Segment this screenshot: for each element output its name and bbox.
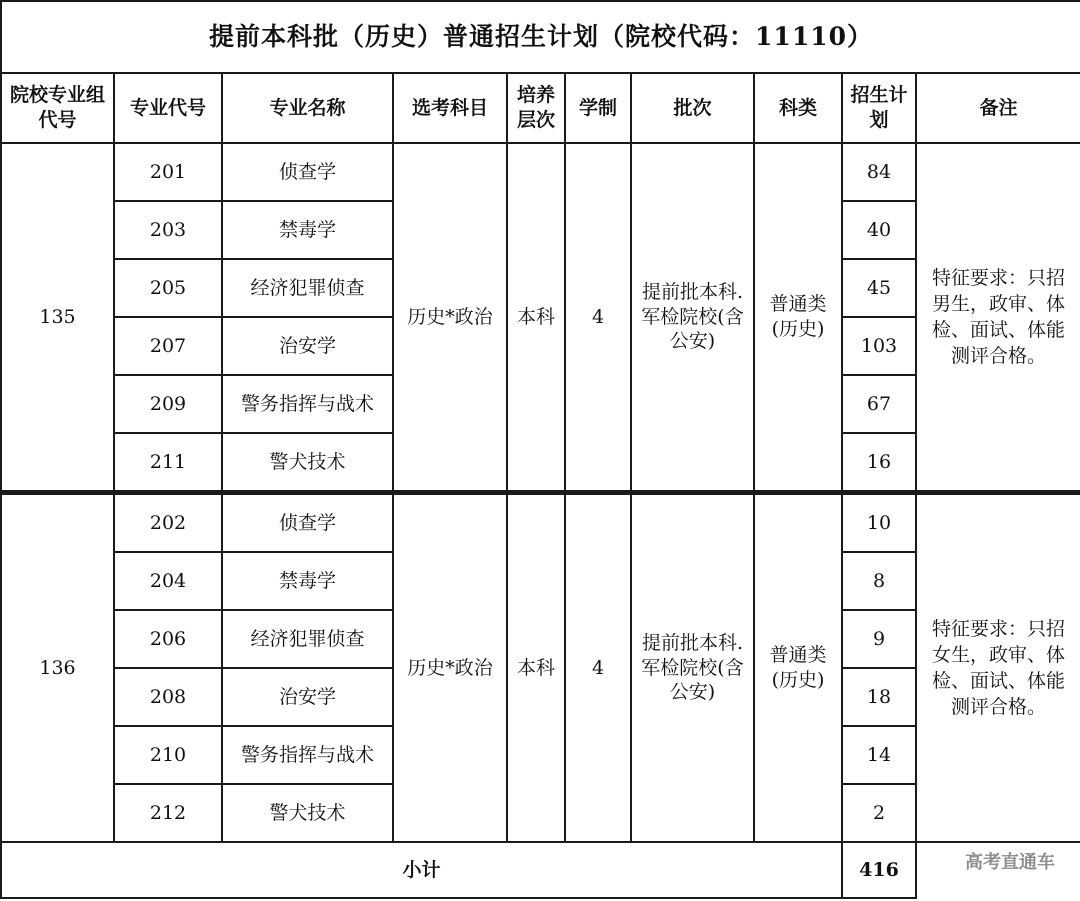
major-code: 204 xyxy=(114,552,222,610)
duration: 4 xyxy=(565,143,631,493)
watermark-cell xyxy=(916,842,1080,898)
table-row xyxy=(1,493,1080,553)
header-batch: 批次 xyxy=(631,73,754,143)
major-code: 208 xyxy=(114,668,222,726)
duration: 4 xyxy=(565,493,631,843)
major-name: 治安学 xyxy=(222,317,393,375)
watermark: 高考直通车 xyxy=(965,852,1056,873)
subtotal-row xyxy=(1,842,1080,898)
quota: 16 xyxy=(842,433,916,493)
group-code: 136 xyxy=(1,493,114,843)
group-code: 135 xyxy=(1,143,114,493)
quota: 10 xyxy=(842,493,916,553)
quota: 40 xyxy=(842,201,916,259)
major-name: 禁毒学 xyxy=(222,201,393,259)
quota: 84 xyxy=(842,143,916,201)
quota: 14 xyxy=(842,726,916,784)
quota: 9 xyxy=(842,610,916,668)
table-row xyxy=(1,143,1080,201)
header-level: 培养 层次 xyxy=(507,73,565,143)
header-quota: 招生计 划 xyxy=(842,73,916,143)
major-code: 212 xyxy=(114,784,222,842)
header-group-code: 院校专业组 代号 xyxy=(1,73,114,143)
remarks-note: 特征要求：只招 男生，政审、体 检、面试、体能 测评合格。 xyxy=(916,143,1080,493)
quota: 45 xyxy=(842,259,916,317)
major-code: 203 xyxy=(114,201,222,259)
level: 本科 xyxy=(507,493,565,843)
header-row xyxy=(1,73,1080,143)
major-name: 侦查学 xyxy=(222,143,393,201)
quota: 2 xyxy=(842,784,916,842)
quota: 18 xyxy=(842,668,916,726)
category: 普通类 (历史) xyxy=(754,143,842,493)
batch: 提前批本科. 军检院校(含 公安) xyxy=(631,493,754,843)
header-remarks: 备注 xyxy=(916,73,1080,143)
quota: 67 xyxy=(842,375,916,433)
major-code: 205 xyxy=(114,259,222,317)
level: 本科 xyxy=(507,143,565,493)
major-code: 210 xyxy=(114,726,222,784)
subtotal-label: 小计 xyxy=(1,842,842,898)
major-code: 201 xyxy=(114,143,222,201)
major-code: 206 xyxy=(114,610,222,668)
major-code: 211 xyxy=(114,433,222,493)
major-name: 警犬技术 xyxy=(222,433,393,493)
category: 普通类 (历史) xyxy=(754,493,842,843)
major-name: 警务指挥与战术 xyxy=(222,726,393,784)
quota: 8 xyxy=(842,552,916,610)
header-major-code: 专业代号 xyxy=(114,73,222,143)
major-name: 侦查学 xyxy=(222,493,393,553)
subjects: 历史*政治 xyxy=(393,493,507,843)
major-name: 治安学 xyxy=(222,668,393,726)
major-code: 207 xyxy=(114,317,222,375)
major-code: 209 xyxy=(114,375,222,433)
major-name: 经济犯罪侦查 xyxy=(222,259,393,317)
major-code: 202 xyxy=(114,493,222,553)
header-duration: 学制 xyxy=(565,73,631,143)
subjects: 历史*政治 xyxy=(393,143,507,493)
page-title: 提前本科批（历史）普通招生计划（院校代码：11110） xyxy=(1,1,1080,73)
major-name: 禁毒学 xyxy=(222,552,393,610)
header-category: 科类 xyxy=(754,73,842,143)
remarks-note: 特征要求：只招 女生，政审、体 检、面试、体能 测评合格。 xyxy=(916,493,1080,843)
major-name: 警务指挥与战术 xyxy=(222,375,393,433)
header-major-name: 专业名称 xyxy=(222,73,393,143)
batch: 提前批本科. 军检院校(含 公安) xyxy=(631,143,754,493)
header-subjects: 选考科目 xyxy=(393,73,507,143)
quota: 103 xyxy=(842,317,916,375)
subtotal-value: 416 xyxy=(842,842,916,898)
major-name: 警犬技术 xyxy=(222,784,393,842)
major-name: 经济犯罪侦查 xyxy=(222,610,393,668)
